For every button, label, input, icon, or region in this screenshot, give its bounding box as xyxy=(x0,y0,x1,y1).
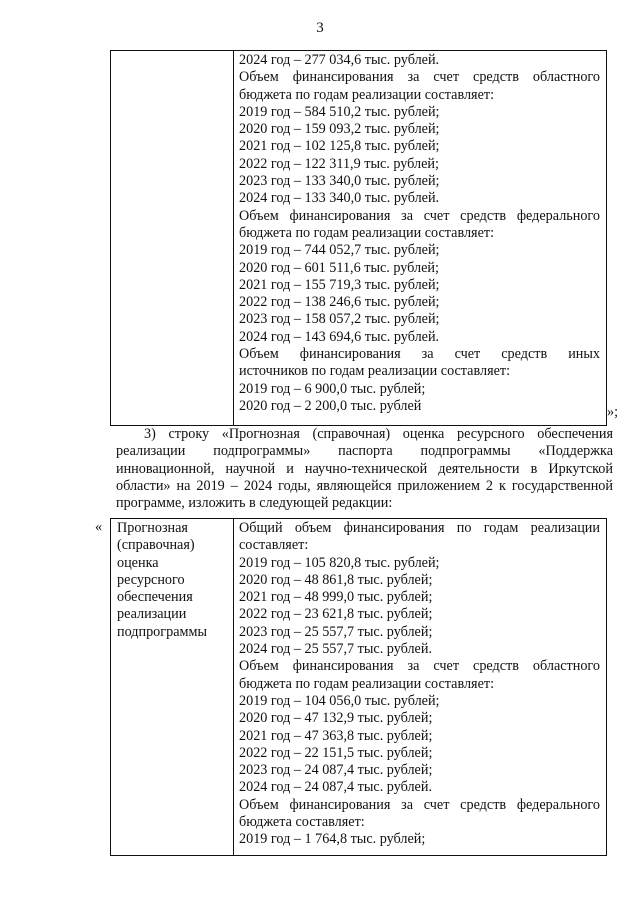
table-right-cell xyxy=(239,52,600,415)
funding-line: источников по годам реализации составляет: xyxy=(239,363,511,380)
caption-line: подпрограммы xyxy=(117,623,207,640)
funding-line: 2019 год – 6 900,0 тыс. рублей; xyxy=(239,380,426,397)
caption-line: оценка xyxy=(117,554,159,571)
funding-line: Общий объем финансирования по годам реализации xyxy=(239,520,600,536)
closing-quote: »; xyxy=(607,404,619,420)
funding-line: 2020 год – 2 200,0 тыс. рублей xyxy=(239,397,422,414)
funding-line: Объем финансирования за счет средств иных xyxy=(239,346,600,363)
paragraph-line: реализации подпрограммы» паспорта подпрограммы «Поддержка xyxy=(116,443,613,460)
caption-line: ресурсного xyxy=(117,571,185,588)
table-right-cell xyxy=(239,520,600,849)
funding-line: бюджета по годам реализации составляет: xyxy=(239,224,495,241)
caption-line: реализации xyxy=(117,606,187,623)
funding-line: 2022 год – 122 311,9 тыс. рублей; xyxy=(239,155,439,172)
funding-line: 2024 год – 133 340,0 тыс. рублей. xyxy=(239,190,440,207)
funding-line: 2021 год – 102 125,8 тыс. рублей; xyxy=(239,138,440,155)
paragraph-line: программе, изложить в следующей редакции: xyxy=(116,495,393,512)
funding-line: 2020 год – 159 093,2 тыс. рублей; xyxy=(239,121,440,138)
funding-line: 2024 год – 143 694,6 тыс. рублей. xyxy=(239,328,440,345)
funding-table-top xyxy=(110,50,607,426)
funding-line: 2024 год – 24 087,4 тыс. рублей. xyxy=(239,779,432,796)
funding-line: 2021 год – 47 363,8 тыс. рублей; xyxy=(239,727,433,744)
paragraph-line: 3) строку «Прогнозная (справочная) оценка ресурсного обеспечения xyxy=(144,426,613,442)
funding-line: Объем финансирования за счет средств федерального xyxy=(239,207,600,224)
funding-table-bottom xyxy=(110,518,607,856)
table-left-cell xyxy=(111,51,234,425)
funding-line: 2019 год – 105 820,8 тыс. рублей; xyxy=(239,554,440,571)
funding-line: 2024 год – 277 034,6 тыс. рублей. xyxy=(239,52,440,68)
funding-line: 2019 год – 1 764,8 тыс. рублей; xyxy=(239,831,426,848)
funding-line: 2020 год – 47 132,9 тыс. рублей; xyxy=(239,710,433,727)
funding-line: составляет: xyxy=(239,537,309,554)
funding-line: бюджета составляет: xyxy=(239,814,365,831)
caption-line: обеспечения xyxy=(117,589,193,606)
funding-line: 2019 год – 104 056,0 тыс. рублей; xyxy=(239,692,440,709)
funding-line: Объем финансирования за счет средств областного xyxy=(239,69,600,86)
opening-quote: « xyxy=(95,519,103,535)
funding-line: 2020 год – 48 861,8 тыс. рублей; xyxy=(239,571,433,588)
funding-line: 2019 год – 584 510,2 тыс. рублей; xyxy=(239,103,440,120)
funding-line: 2021 год – 48 999,0 тыс. рублей; xyxy=(239,589,433,606)
funding-line: 2019 год – 744 052,7 тыс. рублей; xyxy=(239,242,440,259)
funding-line: 2023 год – 25 557,7 тыс. рублей; xyxy=(239,623,433,640)
caption-line: (справочная) xyxy=(117,537,195,554)
amendment-paragraph xyxy=(116,426,613,512)
row-caption xyxy=(117,520,207,641)
funding-line: бюджета по годам реализации составляет: xyxy=(239,86,495,103)
page-number: 3 xyxy=(316,20,324,36)
funding-line: 2023 год – 158 057,2 тыс. рублей; xyxy=(239,311,440,328)
paragraph-line: области» на 2019 – 2024 годы, являющейся приложением 2 к государственной xyxy=(116,477,613,494)
funding-line: 2023 год – 24 087,4 тыс. рублей; xyxy=(239,762,433,779)
paragraph-line: инновационной, научной и научно-технической деятельности в Иркутской xyxy=(116,460,613,477)
funding-line: 2022 год – 23 621,8 тыс. рублей; xyxy=(239,606,433,623)
funding-line: Объем финансирования за счет средств областного xyxy=(239,658,600,675)
funding-line: 2020 год – 601 511,6 тыс. рублей; xyxy=(239,259,439,276)
caption-line: Прогнозная xyxy=(117,520,188,536)
funding-line: бюджета по годам реализации составляет: xyxy=(239,675,495,692)
funding-line: 2021 год – 155 719,3 тыс. рублей; xyxy=(239,276,440,293)
funding-line: 2022 год – 22 151,5 тыс. рублей; xyxy=(239,744,433,761)
funding-line: 2023 год – 133 340,0 тыс. рублей; xyxy=(239,173,440,190)
funding-line: 2022 год – 138 246,6 тыс. рублей; xyxy=(239,294,440,311)
funding-line: 2024 год – 25 557,7 тыс. рублей. xyxy=(239,641,432,658)
funding-line: Объем финансирования за счет средств федерального xyxy=(239,796,600,813)
table-left-cell xyxy=(111,519,234,855)
